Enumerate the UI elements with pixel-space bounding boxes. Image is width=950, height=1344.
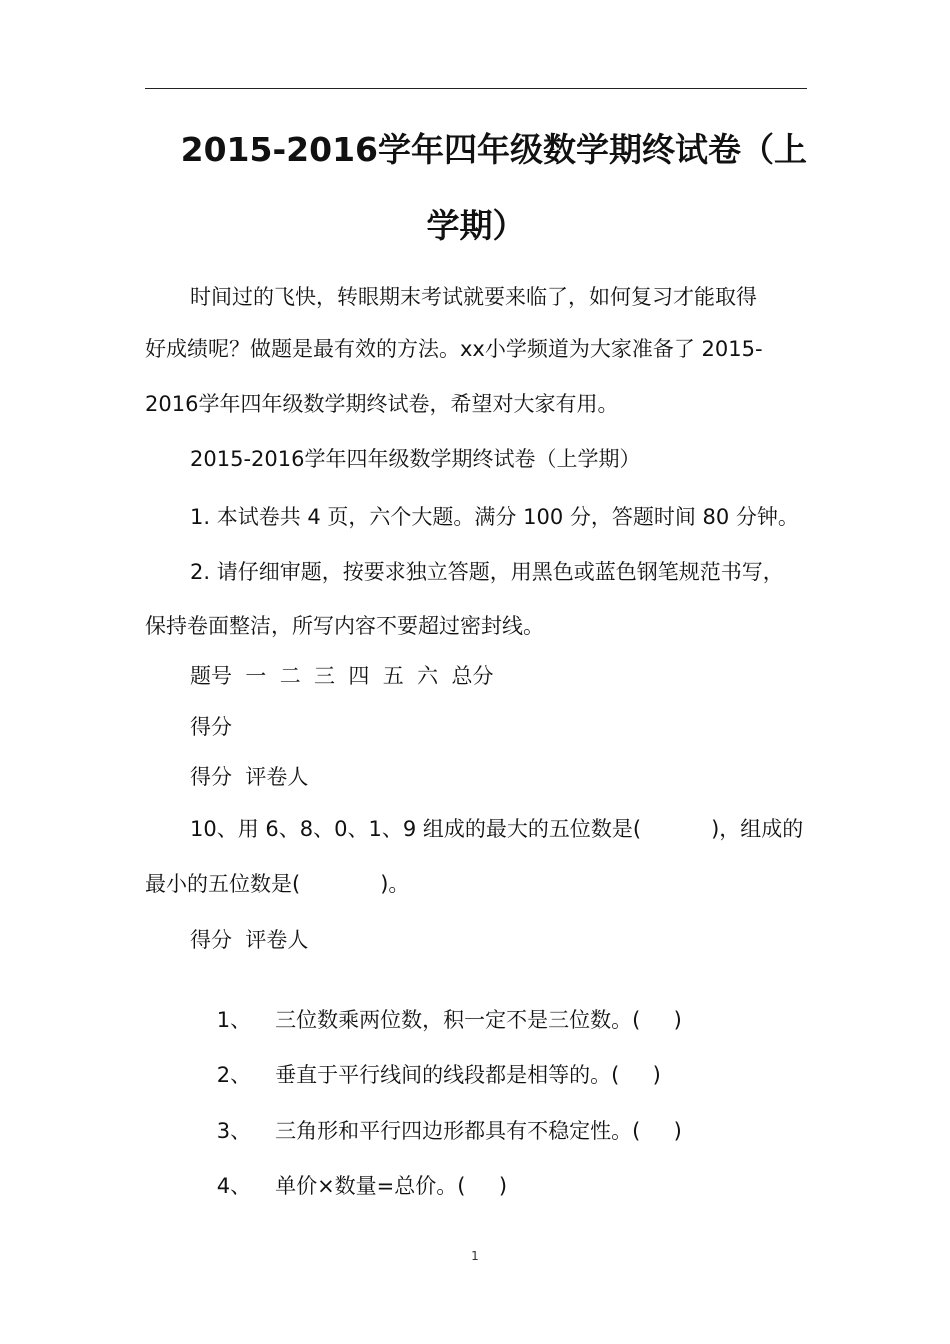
judgement-text: 三角形和平行四边形都具有不稳定性。( )	[275, 1119, 682, 1143]
fill-question-text: )。	[380, 872, 410, 896]
intro-line-3: 2016学年四年级数学期终试卷，希望对大家有用。	[145, 392, 619, 416]
fill-question-text: 10、用 6、8、0、1、9 组成的最大的五位数是(	[190, 817, 642, 841]
fill-question-line-2	[145, 870, 409, 898]
fill-question-text: 最小的五位数是(	[145, 872, 301, 896]
intro-line-2: 好成绩呢？做题是最有效的方法。xx小学频道为大家准备了 2015-	[145, 337, 763, 361]
page-number: 1	[471, 1249, 479, 1263]
judgement-text: 三位数乘两位数，积一定不是三位数。( )	[275, 1008, 682, 1032]
instruction-2-line-2: 保持卷面整洁，所写内容不要超过密封线。	[145, 614, 544, 638]
fill-question-line-1	[190, 815, 803, 843]
grader-label: 得分 评卷人	[190, 928, 309, 952]
judgement-number: 2、	[216, 1063, 252, 1087]
judgement-number: 3、	[216, 1119, 252, 1143]
judgement-text: 垂直于平行线间的线段都是相等的。( )	[275, 1063, 661, 1087]
score-table-header: 题号 一 二 三 四 五 六 总分	[190, 664, 494, 688]
fill-question-text: )，组成的	[711, 817, 804, 841]
grader-label: 得分 评卷人	[190, 765, 309, 789]
judgement-number: 4、	[216, 1174, 252, 1198]
judgement-number: 1、	[216, 1008, 252, 1032]
intro-line-1: 时间过的飞快，转眼期末考试就要来临了，如何复习才能取得	[190, 285, 757, 309]
document-title-line-1: 2015-2016学年四年级数学期终试卷（上	[180, 130, 807, 169]
judgement-text: 单价×数量=总价。( )	[275, 1174, 508, 1198]
instruction-2-line-1: 2. 请仔细审题，按要求独立答题，用黑色或蓝色钢笔规范书写，	[190, 560, 784, 584]
score-row-label: 得分	[190, 715, 232, 739]
instruction-1: 1. 本试卷共 4 页，六个大题。满分 100 分，答题时间 80 分钟。	[190, 505, 799, 529]
header-rule	[145, 88, 807, 89]
document-title-line-2: 学期）	[426, 206, 526, 245]
exam-subtitle: 2015-2016学年四年级数学期终试卷（上学期）	[190, 447, 641, 471]
judgement-item	[190, 1144, 507, 1228]
